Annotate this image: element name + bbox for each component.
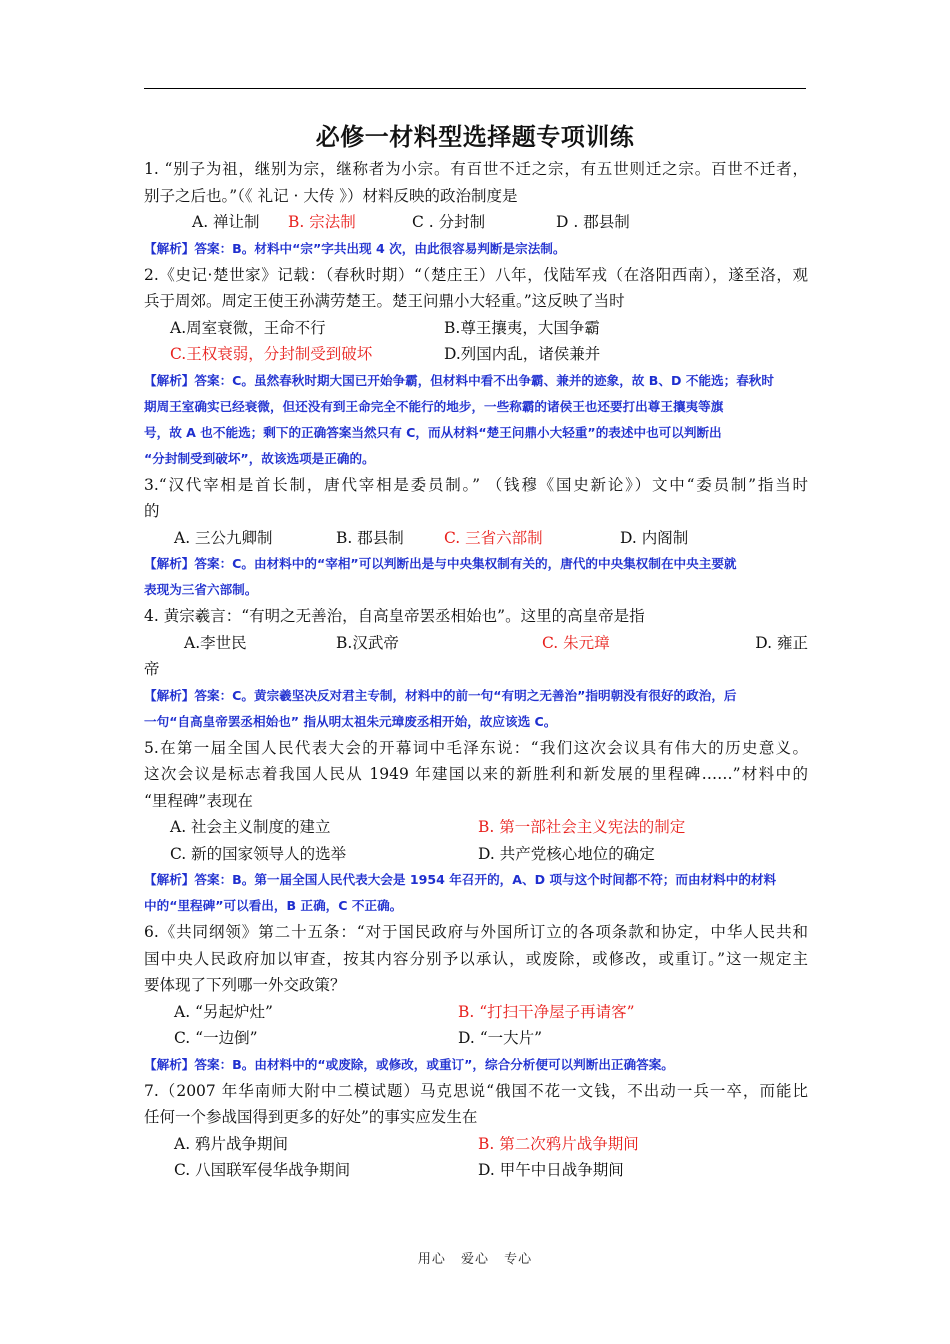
footer-word-2: 爱心: [460, 1252, 489, 1267]
q1-option-a: A. 禅让制: [192, 213, 260, 231]
q5-option-d: D. 共产党核心地位的确定: [478, 844, 655, 863]
q7-option-b: B. 第二次鸦片战争期间: [478, 1134, 639, 1153]
q3-analysis-line1: 【解析】答案：C。由材料中的“宰相”可以判断出是与中央集权制有关的，唐代的中央集权制在中央主要就: [144, 556, 737, 571]
q4-option-d-wrap: 帝: [144, 660, 160, 678]
q5-option-b: B. 第一部社会主义宪法的制定: [478, 818, 686, 836]
page-title: 必修一材料型选择题专项训练: [315, 123, 635, 151]
q4-option-d: D. 雍正: [755, 633, 808, 652]
q2-analysis-line3: 号，故 A 也不能选；剩下的正确答案当然只有 C，而从材料“楚王问鼎小大轻重”的表述中也可以判断出: [144, 424, 722, 440]
footer-word-3: 专心: [504, 1252, 533, 1267]
q1-options: [144, 209, 808, 236]
q6-stem-line3: 要体现了下列哪一外交政策？: [144, 976, 346, 994]
q6-option-d: D. “一大片”: [458, 1029, 543, 1047]
q7-option-d: D. 甲午中日战争期间: [478, 1161, 624, 1179]
q7-options-row1: [144, 1131, 808, 1158]
q7-options-row2: [144, 1157, 808, 1184]
q2-stem-line1: 2.《史记·楚世家》记载：（春秋时期）“（楚庄王）八年，伐陆军戎（在洛阳西南），遂至洛，观: [144, 265, 808, 284]
document-body: [144, 156, 808, 1184]
q7-option-a: A. 鸦片战争期间: [174, 1134, 289, 1153]
q2-analysis-line2: 期周王室确实已经衰微，但还没有到王命完全不能行的地步，一些称霸的诸侯王也还要打出尊王攘夷等旗: [144, 398, 724, 414]
q3-option-c: C. 三省六部制: [444, 528, 543, 547]
header-rule: [144, 88, 806, 89]
q5-stem-line1: 5.在第一届全国人民代表大会的开幕词中毛泽东说：“我们这次会议具有伟大的历史意义。: [144, 738, 808, 757]
page-footer: [0, 1248, 950, 1267]
q2-analysis-line4: “分封制受到破坏”，故该选项是正确的。: [144, 450, 375, 466]
q6-stem-line1: 6.《共同纲领》第二十五条：“对于国民政府与外国所订立的各项条款和协定，中华人民共和: [144, 923, 808, 941]
q3-stem-line2: 的: [144, 502, 160, 520]
q5-analysis-line2: 中的“里程碑”可以看出，B 正确，C 不正确。: [144, 898, 403, 913]
q6-option-a: A. “另起炉灶”: [174, 1002, 273, 1021]
q4-stem: 4. 黄宗羲言：“有明之无善治，自高皇帝罢丞相始也”。这里的高皇帝是指: [144, 607, 645, 625]
q7-stem-line2: 任何一个参战国得到更多的好处”的事实应发生在: [144, 1108, 478, 1126]
q1-analysis: 【解析】答案：B。材料中“宗”字共出现 4 次，由此很容易判断是宗法制。: [144, 240, 566, 256]
q2-option-d: D.列国内乱，诸侯兼并: [444, 345, 601, 363]
q5-option-c: C. 新的国家领导人的选举: [170, 844, 347, 863]
q6-option-c: C. “一边倒”: [174, 1029, 258, 1047]
q2-stem-line2: 兵于周郊。周定王使王孙满劳楚王。楚王问鼎小大轻重。”这反映了当时: [144, 292, 625, 310]
q1-stem-line2: 别子之后也。”（《 礼记 · 大传 》）材料反映的政治制度是: [144, 186, 518, 205]
q3-options: [144, 525, 808, 552]
q4-option-b: B.汉武帝: [336, 633, 399, 652]
q1-stem-line1: 1. “别子为祖，继别为宗，继称者为小宗。有百世不迁之宗，有五世则迁之宗。百世不迁者，: [144, 160, 808, 178]
q7-option-c: C. 八国联军侵华战争期间: [174, 1161, 351, 1179]
q3-analysis-line2: 表现为三省六部制。: [144, 582, 258, 597]
q1-option-d: D . 郡县制: [556, 213, 630, 231]
q2-options-row1: [144, 315, 808, 342]
q5-stem-line3: “里程碑”表现在: [144, 791, 253, 810]
q4-option-a: A.李世民: [184, 633, 247, 652]
q4-analysis-line1: 【解析】答案：C。黄宗羲坚决反对君主专制，材料中的前一句“有明之无善治”指明朝没有很好的政治，后: [144, 687, 737, 703]
q3-option-a: A. 三公九卿制: [174, 528, 273, 547]
q2-analysis-line1: 【解析】答案：C。虽然春秋时期大国已开始争霸，但材料中看不出争霸、兼并的迹象，故 B、D 不能选；春秋时: [144, 372, 774, 388]
q3-option-b: B. 郡县制: [336, 528, 404, 547]
q2-option-c: C.王权衰弱，分封制受到破坏: [170, 345, 373, 363]
q6-options-row1: [144, 999, 808, 1026]
footer-word-1: 用心: [417, 1252, 446, 1267]
q5-analysis-line1: 【解析】答案：B。第一届全国人民代表大会是 1954 年召开的，A、D 项与这个时间都不符；而由材料中的材料: [144, 872, 777, 887]
q1-option-b: B. 宗法制: [288, 213, 356, 231]
q3-option-d: D. 内阁制: [620, 528, 689, 547]
q6-stem-line2: 国中央人民政府加以审查，按其内容分别予以承认，或废除，或修改，或重订。”这一规定主: [144, 949, 808, 968]
q5-options-row2: [144, 841, 808, 868]
q2-option-b: B.尊王攘夷，大国争霸: [444, 318, 600, 337]
q6-analysis: 【解析】答案：B。由材料中的“或废除，或修改，或重订”，综合分析便可以判断出正确答案。: [144, 1056, 674, 1072]
q5-option-a: A. 社会主义制度的建立: [170, 818, 331, 836]
q7-stem-line1: 7.（2007 年华南师大附中二模试题）马克思说“俄国不花一文钱，不出动一兵一卒，而能比: [144, 1081, 808, 1100]
q4-option-c: C. 朱元璋: [542, 633, 610, 652]
q4-analysis-line2: 一句“自高皇帝罢丞相始也” 指从明太祖朱元璋废丞相开始，故应该选 C。: [144, 713, 557, 729]
q6-option-b: B. “打扫干净屋子再请客”: [458, 1002, 635, 1021]
q5-options-row1: [144, 814, 808, 841]
q2-option-a: A.周室衰微，王命不行: [170, 318, 326, 337]
q3-stem-line1: 3.“汉代宰相是首长制，唐代宰相是委员制。” （钱穆《国史新论》）文中“委员制”指当时: [144, 475, 808, 494]
q1-option-c: C . 分封制: [412, 213, 486, 231]
q6-options-row2: [144, 1025, 808, 1052]
q5-stem-line2: 这次会议是标志着我国人民从 1949 年建国以来的新胜利和新发展的里程碑……”材料中的: [144, 765, 808, 783]
q4-options: [144, 630, 808, 657]
q2-options-row2: [144, 341, 808, 368]
